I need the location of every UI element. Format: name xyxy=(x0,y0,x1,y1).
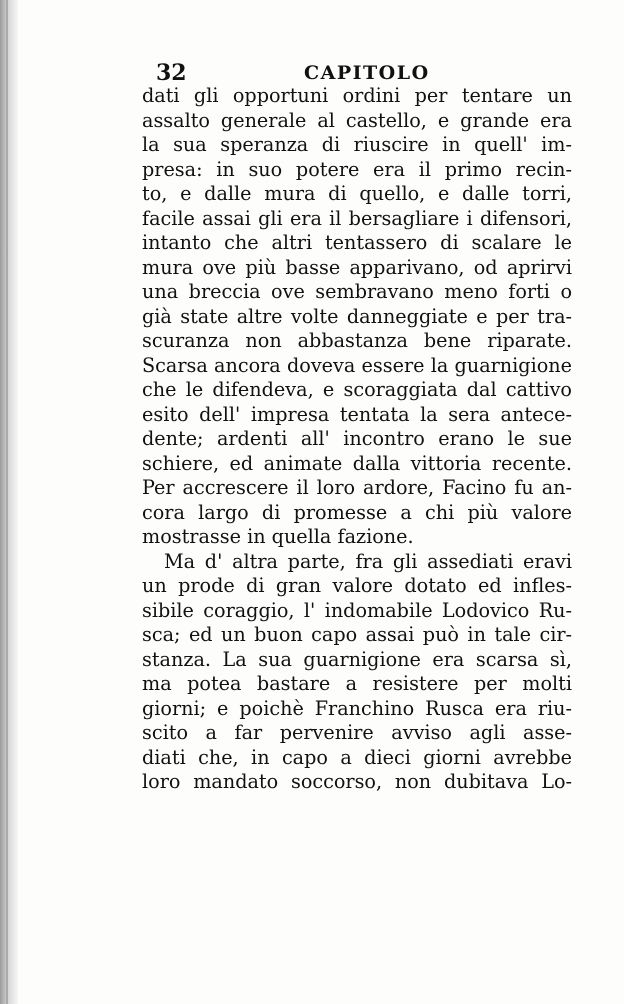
text-line: giorni; e poichè Franchino Rusca era riu- xyxy=(142,696,572,720)
text-line: Per accrescere il loro ardore, Facino fu an- xyxy=(142,476,572,499)
page-edge-line xyxy=(6,0,8,1004)
text-line: la sua speranza di riuscire in quell' im- xyxy=(142,133,572,156)
text-line: to, e dalle mura di quello, e dalle torri, xyxy=(142,182,572,205)
running-title: CAPITOLO xyxy=(304,62,430,84)
text-line: presa: in suo potere era il primo recin- xyxy=(142,157,572,181)
paragraph-1 xyxy=(142,84,572,550)
text-line: già state altre volte danneggiate e per tra- xyxy=(142,304,572,328)
text-line: una breccia ove sembravano meno forti o xyxy=(142,280,572,303)
text-line: sibile coraggio, l' indomabile Lodovico Ru- xyxy=(142,598,572,622)
text-line: facile assai gli era il bersagliare i difensori, xyxy=(142,206,572,230)
text-line: che le difendeva, e scoraggiata dal cattivo xyxy=(142,378,572,401)
text-line: assalto generale al castello, e grande era xyxy=(142,108,572,132)
text-line: scito a far pervenire avviso agli asse- xyxy=(142,721,572,744)
text-line: cora largo di promesse a chi più valore xyxy=(142,500,572,524)
text-line: Ma d' altra parte, fra gli assediati eravi xyxy=(164,549,572,573)
text-line: diati che, in capo a dieci giorni avrebbe xyxy=(142,745,572,769)
page-number: 32 xyxy=(156,60,187,86)
text-line: ma potea bastare a resistere per molti xyxy=(142,672,572,695)
text-line: scuranza non abbastanza bene riparate. xyxy=(142,329,572,352)
body-text xyxy=(142,84,572,795)
text-line: intanto che altri tentassero di scalare le xyxy=(142,231,572,254)
text-line: dente; ardenti all' incontro erano le sue xyxy=(142,427,572,450)
text-line: stanza. La sua guarnigione era scarsa sì, xyxy=(142,647,572,671)
text-line: dati gli opportuni ordini per tentare un xyxy=(142,84,572,107)
page-binding-shadow xyxy=(0,0,18,1004)
text-line: esito dell' impresa tentata la sera antece- xyxy=(142,402,572,426)
text-line: schiere, ed animate dalla vittoria recente. xyxy=(142,451,572,475)
text-line: Scarsa ancora doveva essere la guarnigione xyxy=(142,353,572,377)
text-line: un prode di gran valore dotato ed infles- xyxy=(142,574,572,597)
paragraph-2 xyxy=(142,550,572,795)
text-line: loro mandato soccorso, non dubitava Lo- xyxy=(142,770,572,793)
text-line: sca; ed un buon capo assai può in tale cir- xyxy=(142,623,572,646)
text-line: mostrasse in quella fazione. xyxy=(142,525,414,548)
text-line: mura ove più basse apparivano, od aprirvi xyxy=(142,255,572,279)
